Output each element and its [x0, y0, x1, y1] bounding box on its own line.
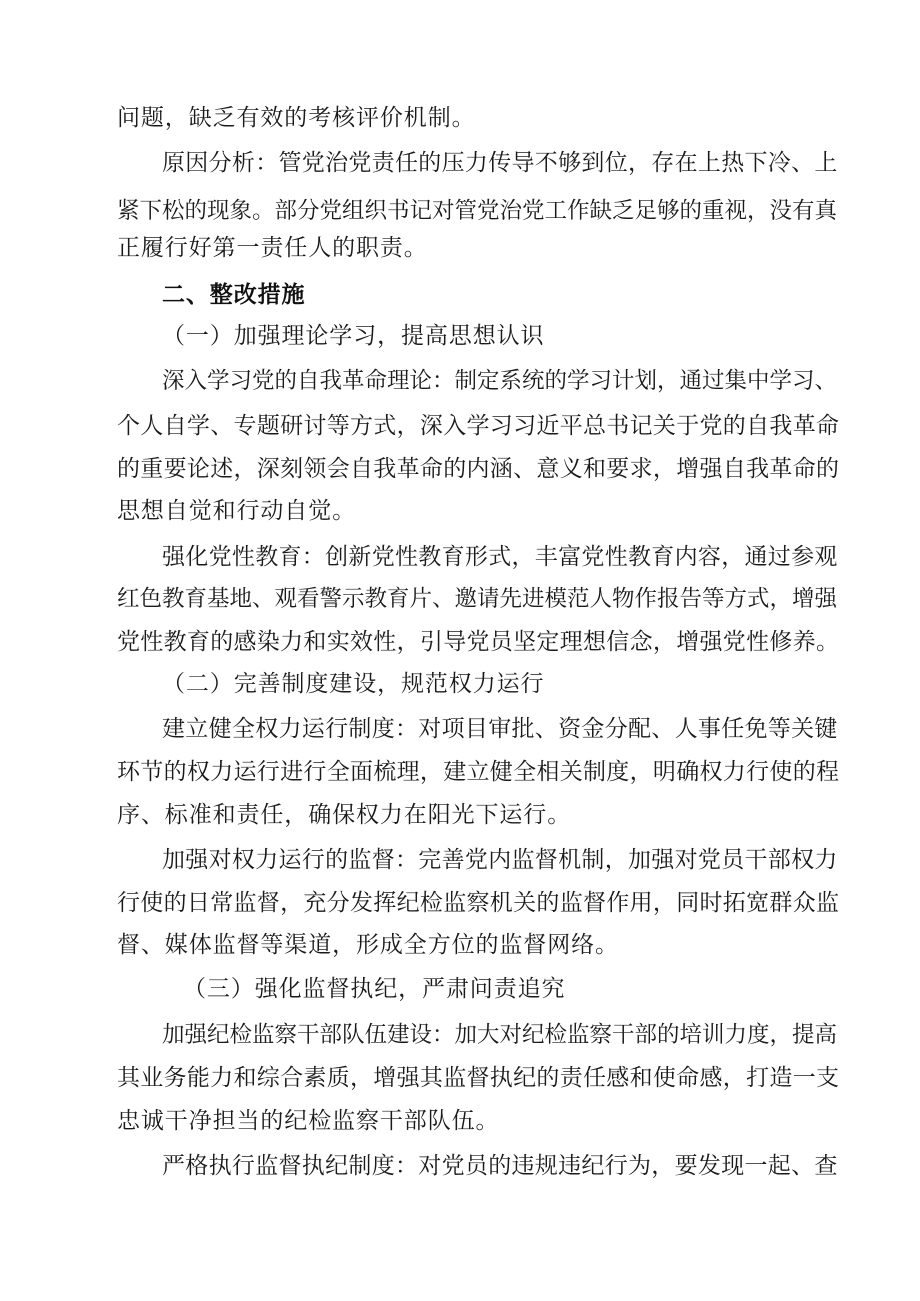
text-line: 问题，缺乏有效的考核评价机制。: [117, 105, 476, 131]
subsection-heading: （二）完善制度建设，规范权力运行: [162, 671, 545, 697]
text-line: 思想自觉和行动自觉。: [117, 498, 356, 524]
text-line: 序、标准和责任，确保权力在阳光下运行。: [117, 802, 572, 828]
text-line: 其业务能力和综合素质，增强其监督执纪的责任感和使命感，打造一支: [117, 1065, 840, 1091]
text-line: 忠诚干净担当的纪检监察干部队伍。: [117, 1108, 500, 1134]
text-line: 个人自学、专题研讨等方式，深入学习习近平总书记关于党的自我革命: [117, 413, 840, 439]
text-line: 加强纪检监察干部队伍建设：加大对纪检监察干部的培训力度，提高: [162, 1022, 838, 1048]
text-line: 督、媒体监督等渠道，形成全方位的监督网络。: [117, 932, 619, 958]
subsection-heading: （三）强化监督执纪，严肃问责追究: [183, 976, 566, 1002]
text-line: 紧下松的现象。部分党组织书记对管党治党工作缺乏足够的重视，没有真: [117, 198, 838, 224]
text-line: 环节的权力运行进行全面梳理，建立健全相关制度，明确权力行使的程: [117, 759, 840, 785]
subsection-heading: （一）加强理论学习，提高思想认识: [162, 323, 545, 349]
text-line: 强化党性教育：创新党性教育形式，丰富党性教育内容，通过参观: [162, 544, 838, 570]
text-line: 建立健全权力运行制度：对项目审批、资金分配、人事任免等关键: [162, 716, 838, 742]
text-line: 党性教育的感染力和实效性，引导党员坚定理想信念，增强党性修养。: [117, 629, 840, 655]
section-heading: 二、整改措施: [162, 282, 306, 308]
text-line: 深入学习党的自我革命理论：制定系统的学习计划，通过集中学习、: [162, 368, 838, 394]
text-line: 加强对权力运行的监督：完善党内监督机制，加强对党员干部权力: [162, 847, 838, 873]
text-line: 正履行好第一责任人的职责。: [117, 235, 428, 261]
text-line: 严格执行监督执纪制度：对党员的违规违纪行为，要发现一起、查: [162, 1153, 838, 1179]
text-line: 行使的日常监督，充分发挥纪检监察机关的监督作用，同时拓宽群众监: [117, 890, 840, 916]
text-line: 的重要论述，深刻领会自我革命的内涵、意义和要求，增强自我革命的: [117, 456, 840, 482]
text-line: 红色教育基地、观看警示教育片、邀请先进模范人物作报告等方式，增强: [117, 586, 838, 612]
text-line: 原因分析：管党治党责任的压力传导不够到位，存在上热下冷、上: [162, 150, 838, 176]
